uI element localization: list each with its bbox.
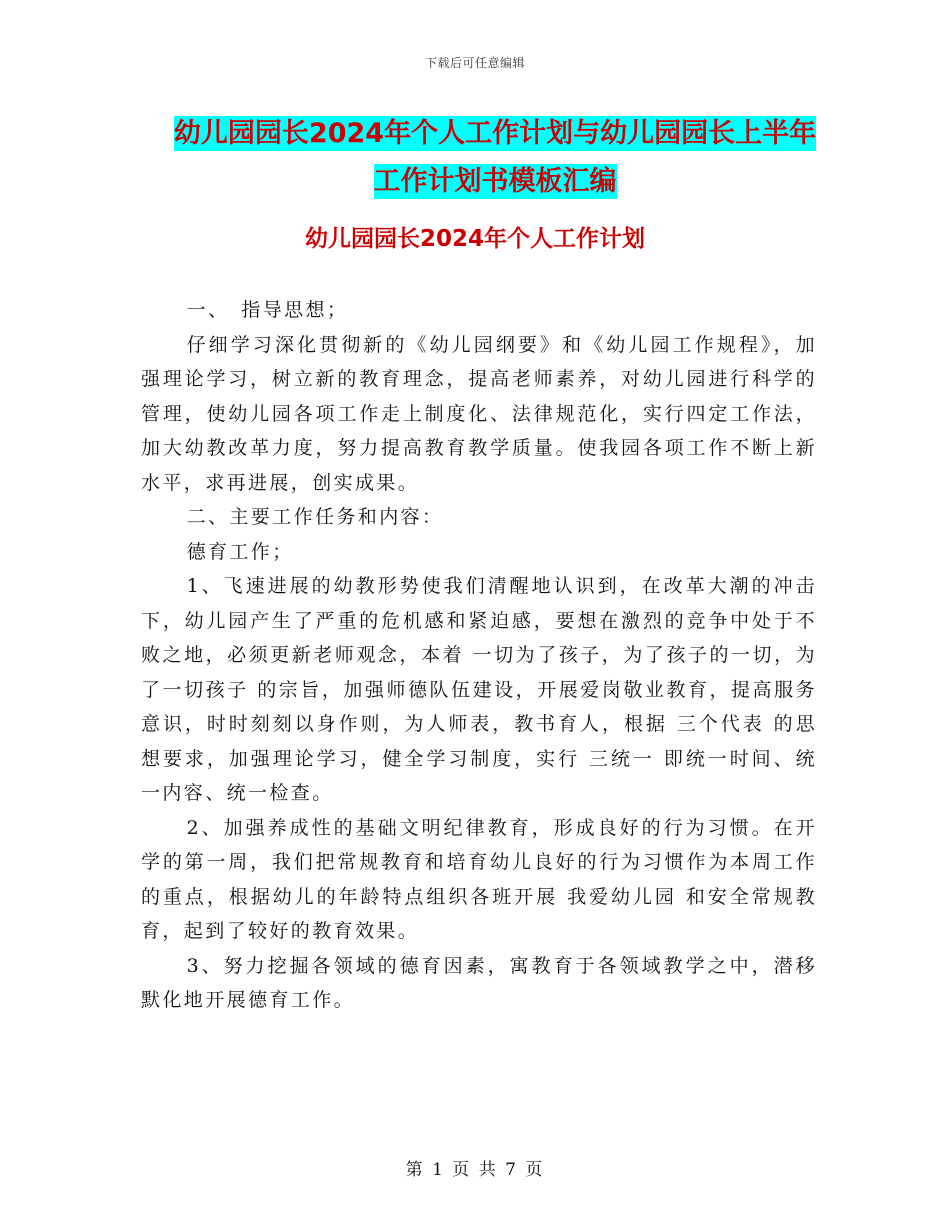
heading-guiding-thought: 一、 指导思想； (186, 299, 349, 321)
paragraph-item-1: 1、飞速进展的幼教形势使我们清醒地认识到，在改革大潮的冲击下，幼儿园产生了严重的危机感和紧迫感，要想在激烈的竞争中处于不败之地，必须更新老师观念，本着 一切为了孩子，为了孩子的一切，为了一切孩子 的宗旨，加强师德队伍建设，开展爱岗敬业教育，提高服务意识，时时刻刻以身作则，为人师表，教书育人，根据 三个代表 的思想要求，加强理论学习，健全学习制度，实行 三统一 即统一时间、统一内容、统一检查。 (141, 575, 817, 804)
header-note: 下载后可任意编辑 (424, 56, 525, 70)
title-line-2: 工作计划书模板汇编 (373, 166, 617, 197)
paragraph-item-3: 3、努力挖掘各领域的德育因素，寓教育于各领域教学之中，潜移默化地开展德育工作。 (141, 954, 817, 1011)
paragraph-guiding-thought: 仔细学习深化贯彻新的《幼儿园纲要》和《幼儿园工作规程》，加强理论学习，树立新的教育理念，提高老师素养，对幼儿园进行科学的管理，使幼儿园各项工作走上制度化、法律规范化，实行四定工作法，加大幼教改革力度，努力提高教育教学质量。使我园各项工作不断上新水平，求再进展，创实成果。 (141, 333, 817, 494)
title-line-1: 幼儿园园长2024年个人工作计划与幼儿园园长上半年 (173, 118, 817, 149)
page-footer: 第 1 页 共 7 页 (405, 1160, 545, 1180)
document-title (150, 110, 840, 206)
paragraph-item-2: 2、加强养成性的基础文明纪律教育，形成良好的行为习惯。在开学的第一周，我们把常规教育和培育幼儿良好的行为习惯作为本周工作的重点，根据幼儿的年龄特点组织各班开展 我爱幼儿园 和安全常规教育，起到了较好的教育效果。 (141, 816, 817, 942)
body-text (141, 293, 817, 1018)
heading-moral-education: 德育工作； (186, 540, 294, 563)
heading-main-tasks: 二、主要工作任务和内容： (186, 506, 444, 528)
section-title: 幼儿园园长2024年个人工作计划 (304, 226, 645, 252)
